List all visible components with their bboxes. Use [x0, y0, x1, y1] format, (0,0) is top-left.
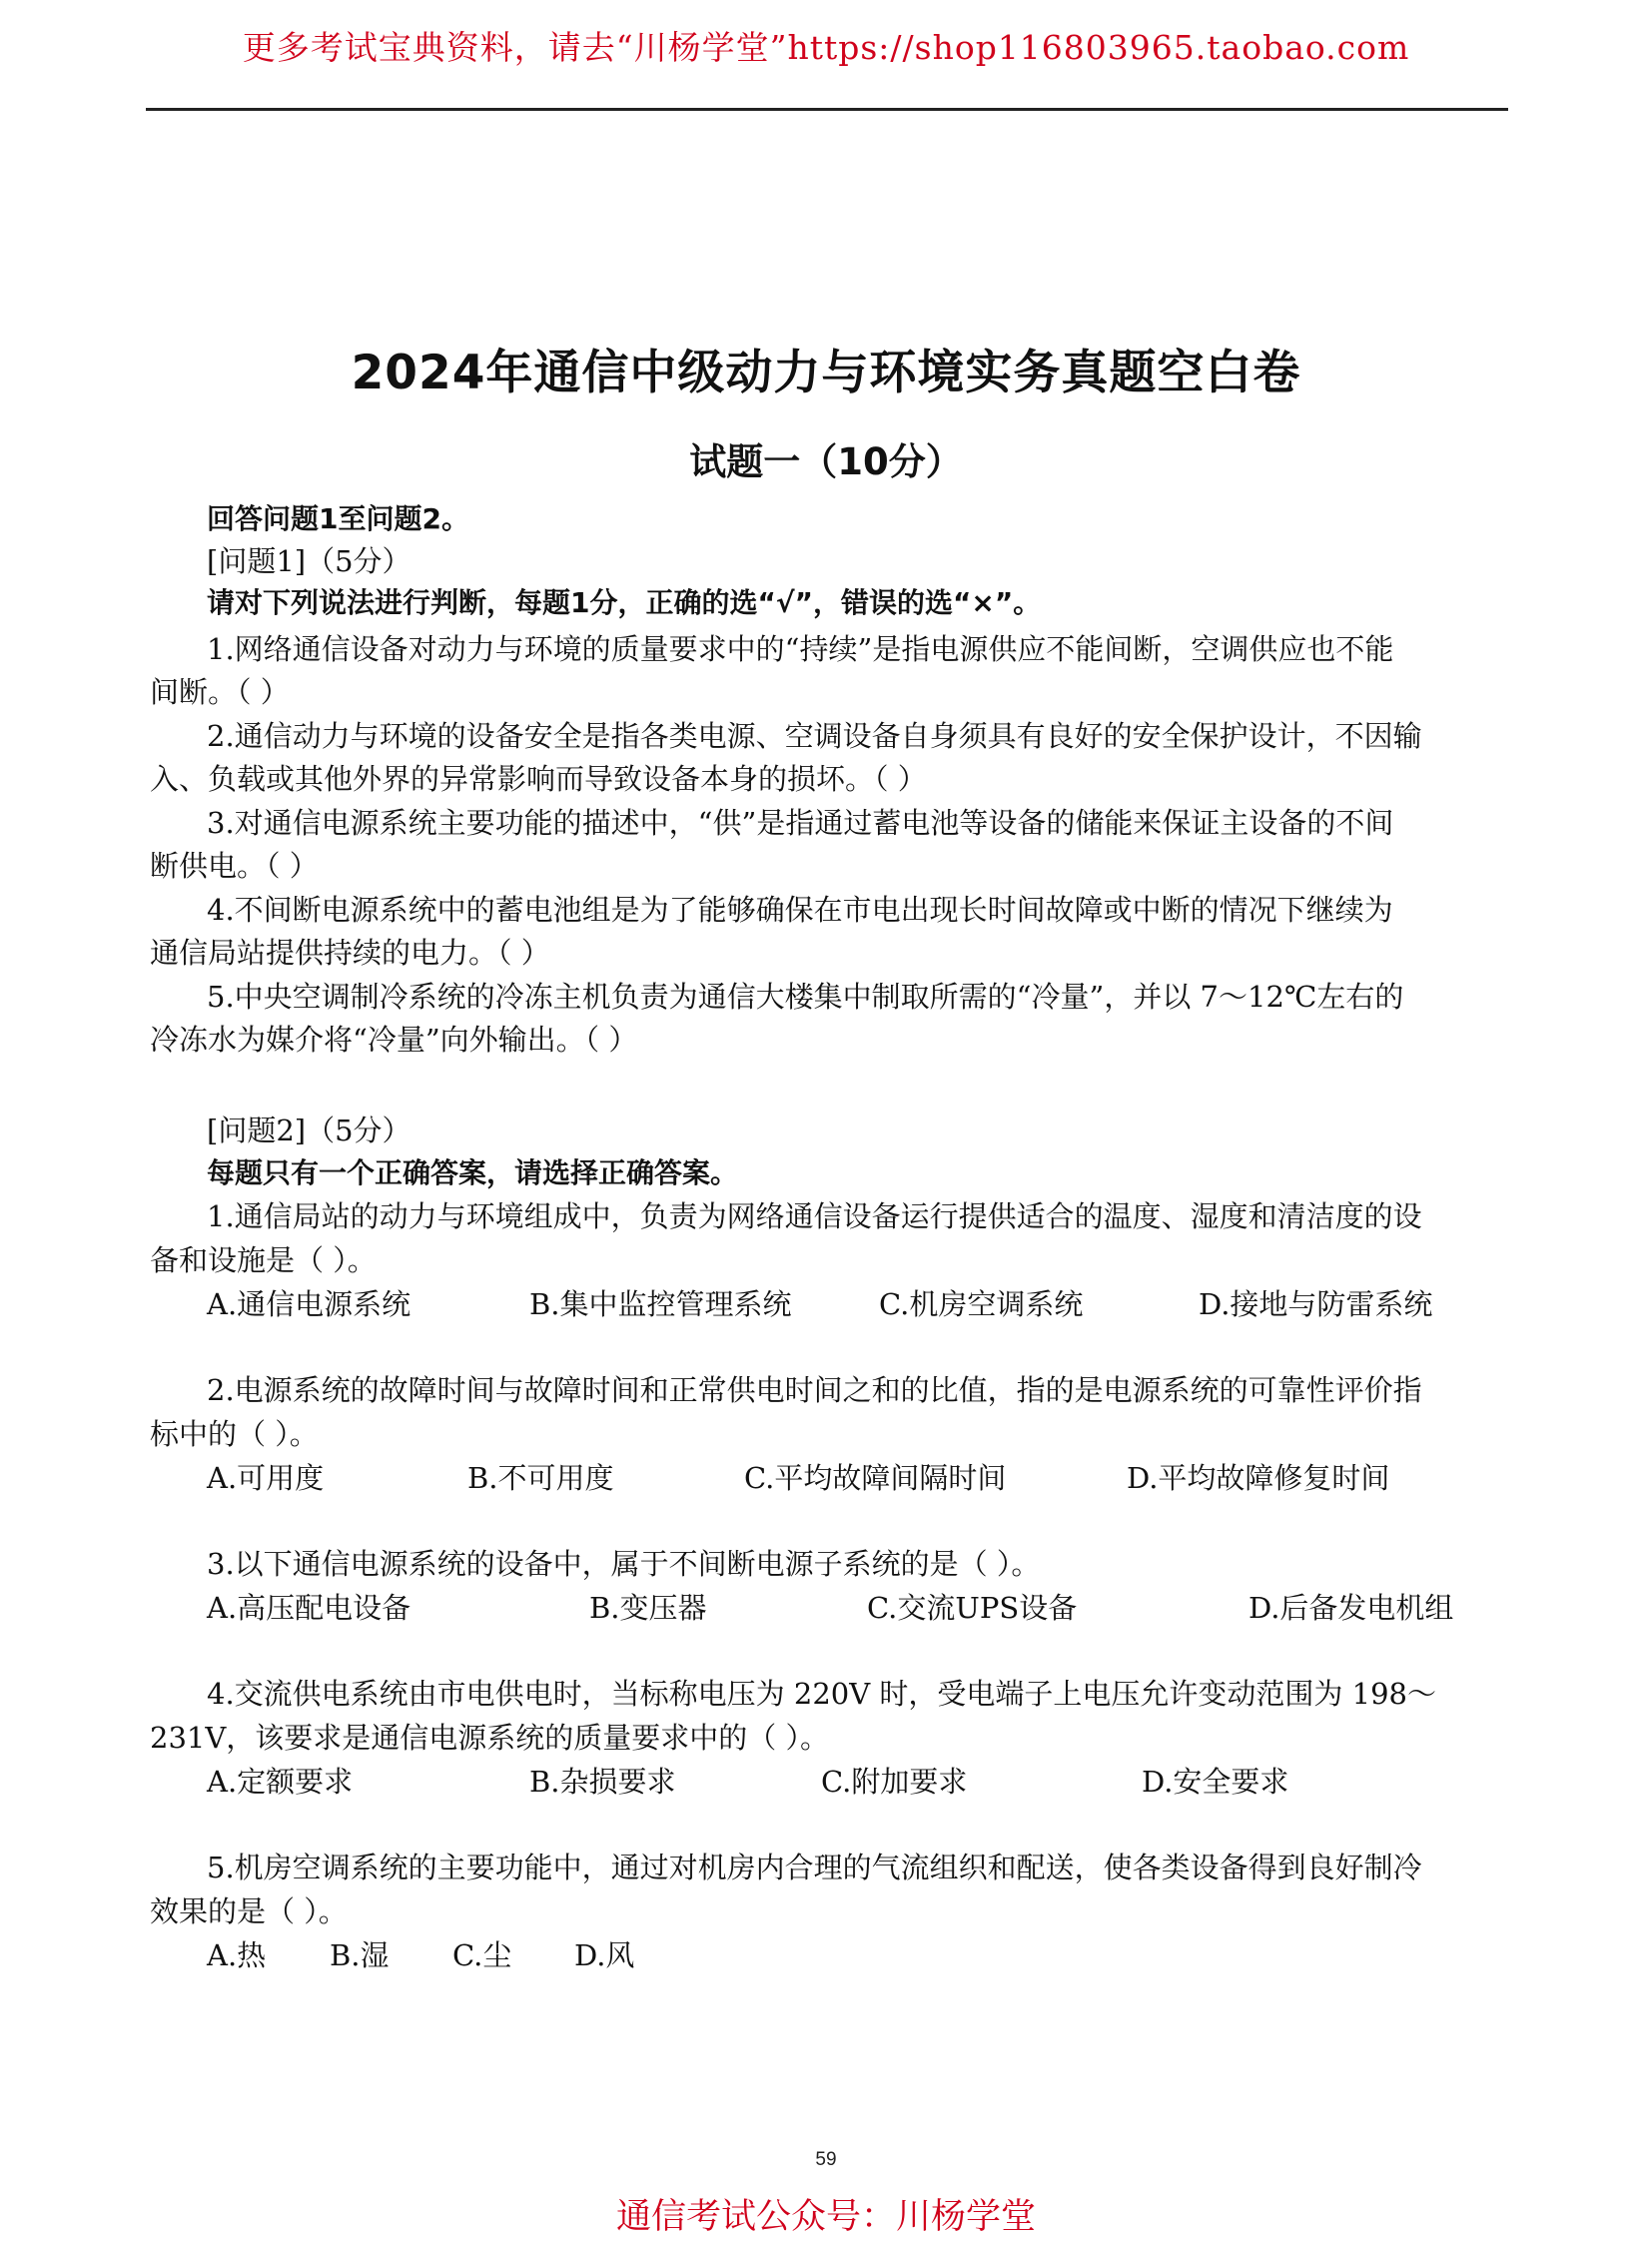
q2-item-2-option-b: B.不可用度	[467, 1461, 614, 1495]
q1-item-3-line2: 断供电。（ ）	[150, 849, 319, 883]
q2-item-1-option-a: A.通信电源系统	[207, 1287, 412, 1321]
q2-item-1-option-b: B.集中监控管理系统	[529, 1287, 792, 1321]
q1-item-5-line1: 5.中央空调制冷系统的冷冻主机负责为通信大楼集中制取所需的“冷量”，并以 7～12℃左右的	[207, 980, 1404, 1014]
q1-item-2-line1: 2.通信动力与环境的设备安全是指各类电源、空调设备自身须具有良好的安全保护设计，不因输	[207, 719, 1422, 753]
q2-item-4-line2: 231V，该要求是通信电源系统的质量要求中的（ ）。	[150, 1721, 830, 1755]
q1-item-4-line2: 通信局站提供持续的电力。（ ）	[150, 936, 550, 970]
q2-item-5-option-d: D.风	[574, 1938, 635, 1972]
q2-item-2-option-c: C.平均故障间隔时间	[744, 1461, 1007, 1495]
q2-item-2-option-d: D.平均故障修复时间	[1127, 1461, 1390, 1495]
q1-item-5-line2: 冷冻水为媒介将“冷量”向外输出。（ ）	[150, 1023, 638, 1057]
q1-item-2-line2: 入、负载或其他外界的异常影响而导致设备本身的损坏。（ ）	[150, 762, 927, 796]
document-title: 2024年通信中级动力与环境实务真题空白卷	[351, 346, 1301, 400]
q1-item-4-line1: 4.不间断电源系统中的蓄电池组是为了能够确保在市电出现长时间故障或中断的情况下继续为	[207, 893, 1393, 927]
q2-item-4-option-d: D.安全要求	[1142, 1765, 1289, 1799]
q2-item-2-line2: 标中的（ ）。	[150, 1417, 319, 1451]
q2-item-1-option-d: D.接地与防雷系统	[1199, 1287, 1433, 1321]
q1-heading: [问题1]（5分）	[207, 544, 412, 578]
header-divider	[146, 108, 1508, 111]
q2-item-1-option-c: C.机房空调系统	[879, 1287, 1084, 1321]
q2-item-3-option-d: D.后备发电机组	[1248, 1591, 1454, 1625]
q2-item-2-line1: 2.电源系统的故障时间与故障时间和正常供电时间之和的比值，指的是电源系统的可靠性评价指	[207, 1373, 1422, 1407]
q2-item-4-option-b: B.杂损要求	[529, 1765, 676, 1799]
q2-item-5-option-b: B.湿	[330, 1938, 390, 1972]
q2-instruction: 每题只有一个正确答案，请选择正确答案。	[207, 1156, 739, 1189]
q2-item-4-option-a: A.定额要求	[207, 1765, 354, 1799]
q2-item-4-option-c: C.附加要求	[821, 1765, 968, 1799]
q2-item-5-line2: 效果的是（ ）。	[150, 1894, 348, 1928]
q2-item-3-line1: 3.以下通信电源系统的设备中，属于不间断电源子系统的是（ ）。	[207, 1547, 1041, 1581]
q2-item-2-option-a: A.可用度	[207, 1461, 325, 1495]
q1-instruction: 请对下列说法进行判断，每题1分，正确的选“√”，错误的选“×”。	[207, 586, 1042, 619]
header-promo-banner: 更多考试宝典资料，请去“川杨学堂”https://shop116803965.taobao.com	[242, 28, 1410, 67]
intro-text: 回答问题1至问题2。	[207, 502, 469, 535]
footer-promo-banner: 通信考试公众号：川杨学堂	[615, 2197, 1036, 2237]
page-number: 59	[815, 2149, 837, 2170]
q1-item-3-line1: 3.对通信电源系统主要功能的描述中，“供”是指通过蓄电池等设备的储能来保证主设备的不间	[207, 806, 1394, 840]
q2-item-3-option-a: A.高压配电设备	[207, 1591, 412, 1625]
q2-item-5-option-a: A.热	[207, 1938, 267, 1972]
q2-item-1-line1: 1.通信局站的动力与环境组成中，负责为网络通信设备运行提供适合的温度、湿度和清洁度的设	[207, 1199, 1422, 1233]
q2-item-5-line1: 5.机房空调系统的主要功能中，通过对机房内合理的气流组织和配送，使各类设备得到良好制冷	[207, 1851, 1422, 1884]
q1-item-1-line1: 1.网络通信设备对动力与环境的质量要求中的“持续”是指电源供应不能间断，空调供应也不能	[207, 632, 1394, 666]
q1-item-1-line2: 间断。（ ）	[150, 675, 290, 709]
q2-heading: [问题2]（5分）	[207, 1114, 412, 1147]
q2-item-3-option-b: B.变压器	[589, 1591, 707, 1625]
q2-item-5-option-c: C.尘	[452, 1938, 512, 1972]
q2-item-3-option-c: C.交流UPS设备	[867, 1591, 1078, 1625]
q2-item-4-line1: 4.交流供电系统由市电供电时，当标称电压为 220V 时，受电端子上电压允许变动范围为 198～	[207, 1677, 1436, 1711]
q2-item-1-line2: 备和设施是（ ）。	[150, 1243, 377, 1277]
section-title: 试题一（10分）	[689, 440, 963, 483]
